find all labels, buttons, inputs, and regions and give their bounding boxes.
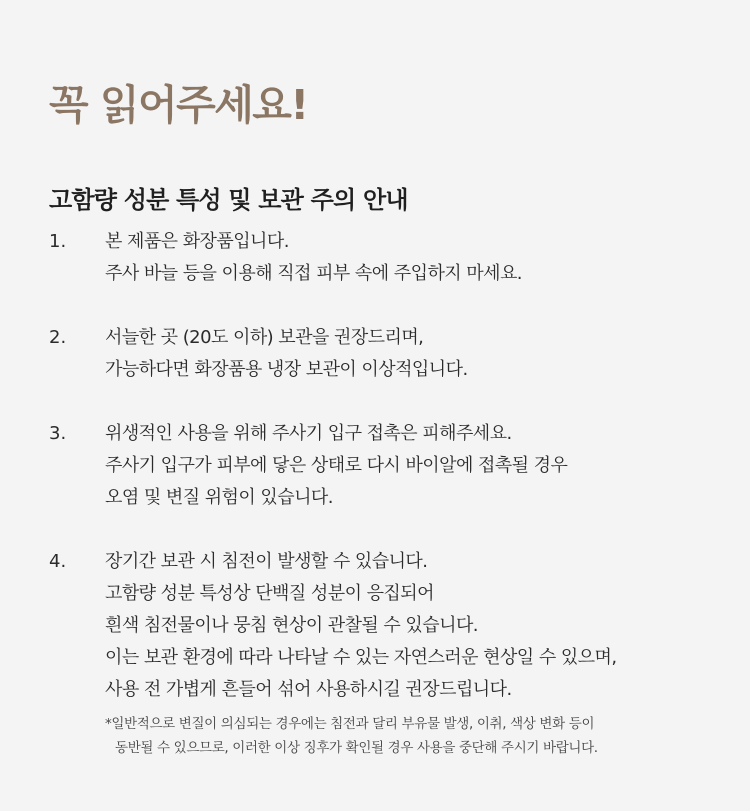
notice-line: 가능하다면 화장품용 냉장 보관이 이상적입니다. [105,359,468,380]
notice-line: 이는 보관 환경에 따라 나타날 수 있는 자연스러운 현상일 수 있으며, [105,647,617,668]
footnote [105,712,709,760]
footnote-line: *일반적으로 변질이 의심되는 경우에는 침전과 달리 부유물 발생, 이취, 색상 변화 등이 [105,716,595,732]
notice-line: 고함량 성분 특성상 단백질 성분이 응집되어 [105,583,434,604]
notice-list [49,226,709,760]
notice-line: 위생적인 사용을 위해 주사기 입구 접촉은 피해주세요. [105,423,512,444]
notice-number: 3. [49,423,67,444]
notice-line: 서늘한 곳 (20도 이하) 보관을 권장드리며, [105,327,424,348]
notice-line: 본 제품은 화장품입니다. [105,231,289,252]
notice-line: 주사기 입구가 피부에 닿은 상태로 다시 바이알에 접촉될 경우 [105,455,568,476]
notice-line: 장기간 보관 시 침전이 발생할 수 있습니다. [105,551,428,572]
notice-line: 주사 바늘 등을 이용해 직접 피부 속에 주입하지 마세요. [105,263,522,284]
notice-line: 사용 전 가볍게 흔들어 섞어 사용하시길 권장드립니다. [105,679,512,700]
notice-number: 2. [49,327,67,348]
footnote-line: 동반될 수 있으므로, 이러한 이상 징후가 확인될 경우 사용을 중단해 주시기 바랍니다. [115,740,598,756]
notice-line: 오염 및 변질 위험이 있습니다. [105,487,333,508]
notice-item-4 [49,546,709,760]
page-title: 꼭 읽어주세요! [49,81,308,129]
notice-number: 4. [49,551,67,572]
notice-item-3 [49,418,709,514]
section-title: 고함량 성분 특성 및 보관 주의 안내 [49,186,408,214]
notice-line: 흰색 침전물이나 뭉침 현상이 관찰될 수 있습니다. [105,615,478,636]
notice-number: 1. [49,231,67,252]
notice-item-1 [49,226,709,290]
notice-item-2 [49,322,709,386]
